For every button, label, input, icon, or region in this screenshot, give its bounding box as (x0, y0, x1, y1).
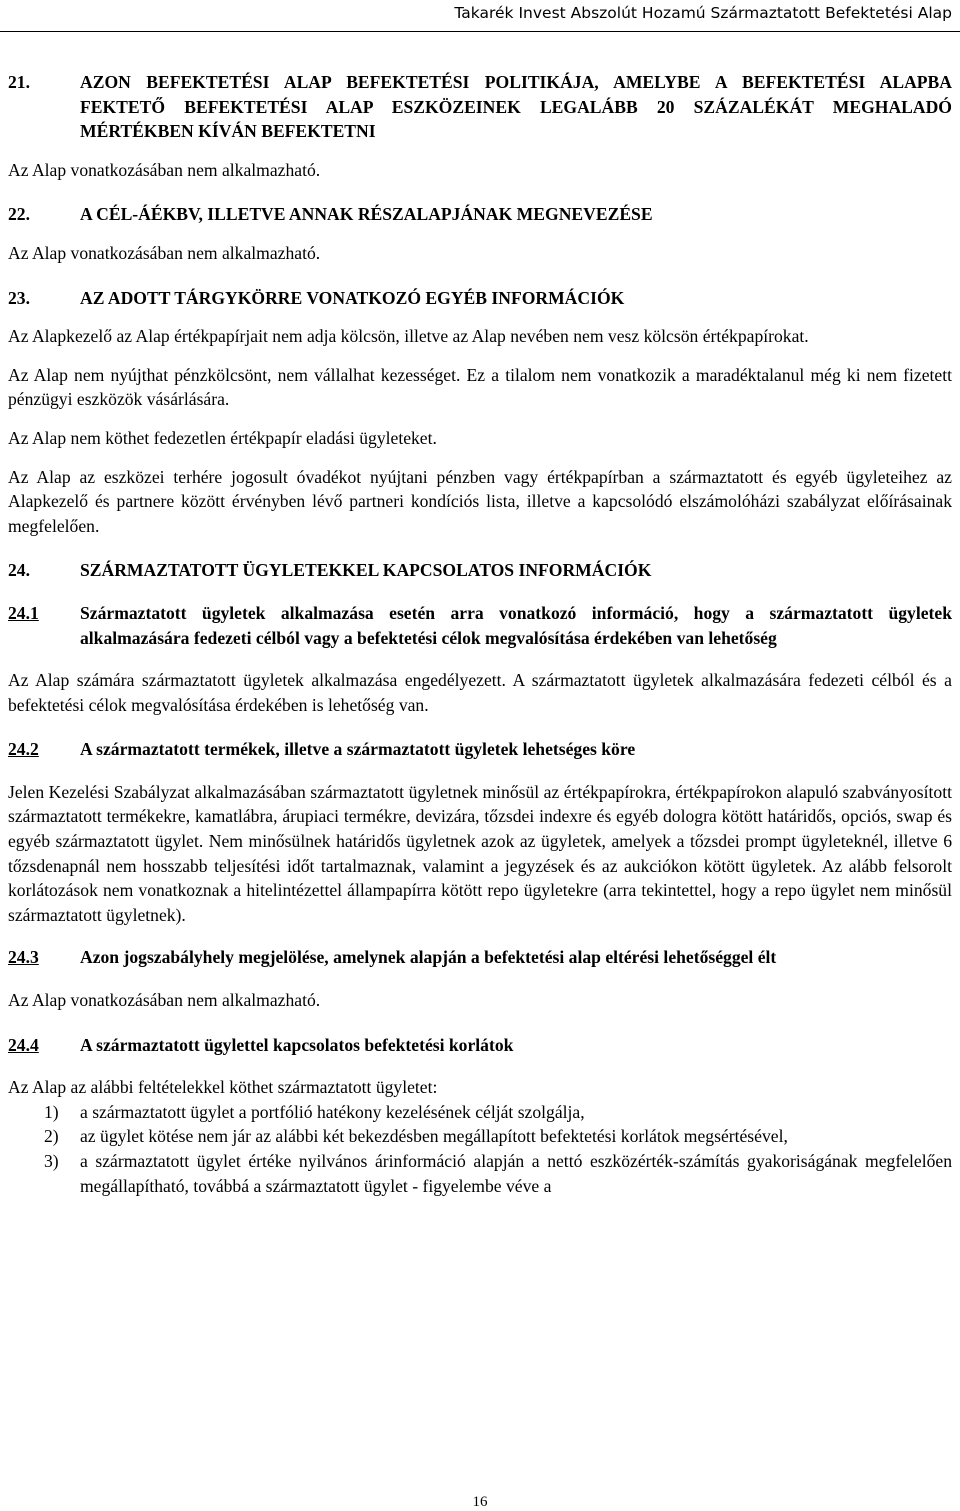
subsection-number: 24.4 (8, 1034, 39, 1055)
list-item-text: a származtatott ügylet értéke nyilvános árinformáció alapján a nettó eszközérték-számítás gyakoriságának megfelelően megállapítható, továbbá a származtatott ügylet - figyelembe véve a (80, 1151, 952, 1196)
subsection-number: 24.1 (8, 602, 39, 623)
subsection-number: 24.3 (8, 947, 39, 968)
list-item-number: 1) (44, 1101, 59, 1122)
list-item-number: 2) (44, 1126, 59, 1147)
section-title: A CÉL-ÁÉKBV, ILLETVE ANNAK RÉSZALAPJÁNAK MEGNEVEZÉSE (80, 204, 653, 225)
subsection-24-4-heading (8, 1033, 952, 1058)
list-item-text: a származtatott ügylet a portfólió hatékony kezelésének célját szolgálja, (80, 1101, 585, 1122)
section-21-heading (8, 70, 952, 144)
paragraph: Az Alap vonatkozásában nem alkalmazható. (8, 242, 321, 263)
list-item-number: 3) (44, 1151, 59, 1171)
section-23-heading (8, 286, 952, 311)
subsection-title: A származtatott termékek, illetve a származtatott ügyletek lehetséges köre (80, 739, 636, 760)
section-24-heading (8, 558, 952, 583)
section-title: AZON BEFEKTETÉSI ALAP BEFEKTETÉSI POLITIKÁJA, AMELYBE A BEFEKTETÉSI ALAPBA FEKTETŐ BEFEKTETÉSI ALAP ESZKÖZEINEK LEGALÁBB 20 SZÁZALÉKÁT MEGHALADÓ MÉRTÉKBEN KÍVÁN BEFEKTETNI (80, 72, 952, 142)
subsection-title: Azon jogszabályhely megjelölése, amelynek alapján a befektetési alap eltérési lehetőséggel élt (80, 947, 777, 968)
paragraph: Az Alap az eszközei terhére jogosult óvadékot nyújtani pénzben vagy értékpapírban a származtatott és egyéb ügyleteihez az Alapkezelő és partnere között érvényben lévő partneri kondíciós lista, illetve a kapcsolódó elszámolóházi szabályzat előírásainak megfelelően. (8, 466, 952, 536)
paragraph: Az Alap az alábbi feltételekkel köthet származtatott ügyletet: (8, 1077, 438, 1098)
subsection-24-1-heading (8, 601, 952, 650)
subsection-title: Származtatott ügyletek alkalmazása esetén arra vonatkozó információ, hogy a származtatott ügyletek alkalmazására fedezeti célból vagy a befektetési célok megvalósítása érdekében van lehetőség (80, 602, 952, 648)
section-number: 21. (8, 72, 30, 92)
paragraph: Az Alap számára származtatott ügyletek alkalmazása engedélyezett. A származtatott ügyletek alkalmazására fedezeti célból és a befektetési célok megvalósítása érdekében is lehetőség van. (8, 670, 952, 715)
running-header-title: Takarék Invest Abszolút Hozamú Származtatott Befektetési Alap (454, 4, 952, 22)
list-item (8, 1100, 952, 1125)
section-number: 24. (8, 560, 30, 581)
document-body (8, 70, 952, 1198)
list-item (8, 1124, 952, 1149)
paragraph: Az Alap nem nyújthat pénzkölcsönt, nem vállalhat kezességet. Ez a tilalom nem vonatkozik a maradéktalanul még ki nem fizetett pénzügyi eszközök vásárlására. (8, 364, 952, 410)
paragraph: Az Alap nem köthet fedezetlen értékpapír eladási ügyleteket. (8, 427, 437, 448)
header-rule (0, 31, 960, 32)
paragraph: Az Alapkezelő az Alap értékpapírjait nem adja kölcsön, illetve az Alap nevében nem vesz kölcsön értékpapírokat. (8, 326, 809, 347)
section-title: AZ ADOTT TÁRGYKÖRRE VONATKOZÓ EGYÉB INFORMÁCIÓK (80, 287, 625, 308)
paragraph: Az Alap vonatkozásában nem alkalmazható. (8, 159, 321, 180)
subsection-title: A származtatott ügylettel kapcsolatos befektetési korlátok (80, 1034, 514, 1055)
list-item-text: az ügylet kötése nem jár az alábbi két bekezdésben megállapított befektetési korlátok megsértésével, (80, 1126, 788, 1147)
list-item (8, 1149, 952, 1198)
section-number: 23. (8, 287, 30, 308)
subsection-number: 24.2 (8, 739, 39, 760)
subsection-24-2-heading (8, 737, 952, 762)
section-title: SZÁRMAZTATOTT ÜGYLETEKKEL KAPCSOLATOS INFORMÁCIÓK (80, 560, 652, 581)
section-22-heading (8, 202, 952, 227)
subsection-24-3-heading (8, 945, 952, 970)
page-number: 16 (472, 1494, 488, 1510)
paragraph: Az Alap vonatkozásában nem alkalmazható. (8, 990, 321, 1011)
paragraph: Jelen Kezelési Szabályzat alkalmazásában származtatott ügyletnek minősül az értékpapírokra, értékpapírokon alapuló szabványosított származtatott termékekre, kamatlábra, árupiaci termékre, devizára, tőzsdei indexre és egyéb dologra kötött határidős, opciós, swap és egyéb származtatott ügylet. Nem minősülnek határidős ügyletnek azok az ügyletek, amelyek a tőzsdei prompt ügyleteknél, illetve 6 tőzsdenapnál nem hosszabb teljesítési időt tartalmaznak, valamint a jegyzések és az aukciókon kötött ügyletek. Az alább felsorolt korlátozások nem vonatkoznak a hitelintézettel állampapírra kötött repo ügyletekre (arra tekintettel, hogy a repo ügylet nem minősül származtatott ügyletnek). (8, 781, 952, 925)
section-number: 22. (8, 204, 30, 225)
